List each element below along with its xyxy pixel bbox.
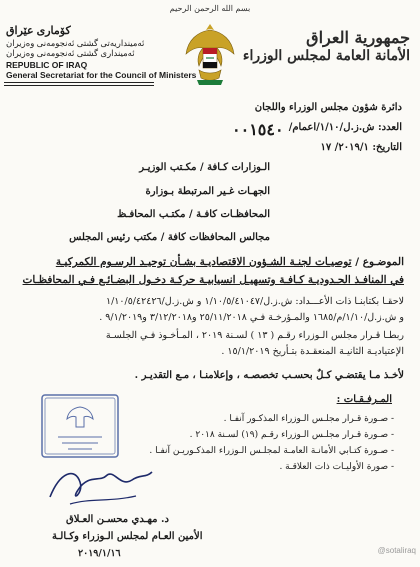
body-paragraph: و ش.ز.ل/١/١٠/م/١٦٨٥ والمـؤرخـة فـي ٢٥/١١/٢٠١٨ و٣/١٢/٢٠١٨ و٩/١/٢٠١٩ . bbox=[99, 312, 404, 323]
header-kurdish-line-1: كۆماری عێراق bbox=[6, 25, 71, 37]
header-rule bbox=[4, 82, 154, 83]
addressee: المحافظـات كافـة / مكتـب المحافـظ bbox=[117, 209, 270, 220]
body-paragraph: لاحقـا بكتابنـا ذات الأعـــداد: ش.ز.ل/١/١٠/٥/٤١٠٤٧ و ش.ز.ل/١/١٠/٥/٤٢٤٢٦ bbox=[106, 296, 404, 307]
eagle-emblem-icon bbox=[185, 20, 235, 88]
header-kurdish-line-3: ئەمینداری گشتی ئەنجومەنی وەزیران bbox=[6, 48, 135, 58]
subject-text-2: في المنافـذ الحـدوديـة كـافـة وتسهيـل انسيابيـة حركـة دخـول البضـائـع فـي المحافظـات bbox=[22, 274, 404, 286]
body-paragraph: الإعتياديـة الثانيـة المنعقـدة بتـأريخ ١٥/١/٢٠١٩ . bbox=[221, 346, 404, 357]
signature bbox=[40, 452, 160, 512]
attachments-title: المـرفـقـات : bbox=[336, 394, 392, 405]
secretariat-title-en: General Secretariat for the Council of Ministers bbox=[6, 70, 197, 80]
republic-title-en: REPUBLIC OF IRAQ bbox=[6, 60, 88, 70]
header-kurdish-line-2: ئەمینداریەتی گشتی ئەنجومەنی وەزیران bbox=[6, 38, 145, 48]
republic-title-ar: جمهورية العراق bbox=[306, 28, 410, 47]
closing-line: لأخـذ مـا يقتضـي كـلٌ بحسـب تخصصـه ، وإعلامنـا ، مـع التقديـر . bbox=[134, 370, 404, 381]
attachment-item: - صورة الأوليـات ذات العلاقـة . bbox=[279, 462, 394, 472]
signatory-title: الأمين العـام لمجلس الـوزراء وكـالـة bbox=[52, 531, 203, 542]
subject-label: الموضـوع / bbox=[351, 256, 404, 268]
addressee: مجالس المحافظات كافة / مكتب رئيس المجلس bbox=[69, 232, 270, 243]
secretariat-title-ar: الأمانة العامة لمجلس الوزراء bbox=[242, 48, 410, 64]
serial-number: ٠٠١٥٤٠ bbox=[232, 120, 284, 139]
watermark: @sotaliraq bbox=[377, 546, 416, 555]
attachment-item: - صـورة قـرار مجلـس الـوزراء المذكـور آنفـا . bbox=[223, 414, 394, 424]
header-rule-thin bbox=[4, 85, 154, 86]
addressee: الجهـات غـير المرتبطة بـوزارة bbox=[145, 186, 270, 197]
signature-date: ٢٠١٩/١/١٦ bbox=[78, 548, 121, 559]
subject-line bbox=[56, 256, 404, 268]
body-paragraph: ربطـا قـرار مجلس الـوزراء رقـم ( ١٣ ) لسـنة ٢٠١٩ ، المـأخـوذ فـي الجلسـة bbox=[105, 330, 404, 341]
official-stamp bbox=[40, 393, 120, 459]
subject-text-1: توصيـات لجنـة الشـؤون الاقتصاديـة بشـأن توحيـد الرسـوم الكمركيـة bbox=[55, 256, 352, 268]
reference-number: العدد: ش.ز.ل/١/١٠/اعمام/ bbox=[288, 122, 402, 133]
signatory-name: د. مهـدي محسـن العـلاق bbox=[66, 514, 169, 525]
letter-date: التاريخ: ٢٠١٩/١/ ١٧ bbox=[320, 142, 402, 153]
basmala: بسم الله الرحمن الرحيم bbox=[169, 4, 251, 13]
addressee: الـوزارات كـافة / مكـتب الوزيـر bbox=[139, 162, 270, 173]
attachment-item: - صـورة كتـابي الأمانـة العامـة لمجلـس الـوزراء المذكـوريـن آنفـا . bbox=[149, 446, 394, 456]
attachment-item: - صـورة قـرار مجلـس الـوزراء رقـم (١٩) لسـنة ٢٠١٨ . bbox=[189, 430, 394, 440]
department-line: دائرة شؤون مجلس الوزراء واللجان bbox=[254, 102, 402, 113]
